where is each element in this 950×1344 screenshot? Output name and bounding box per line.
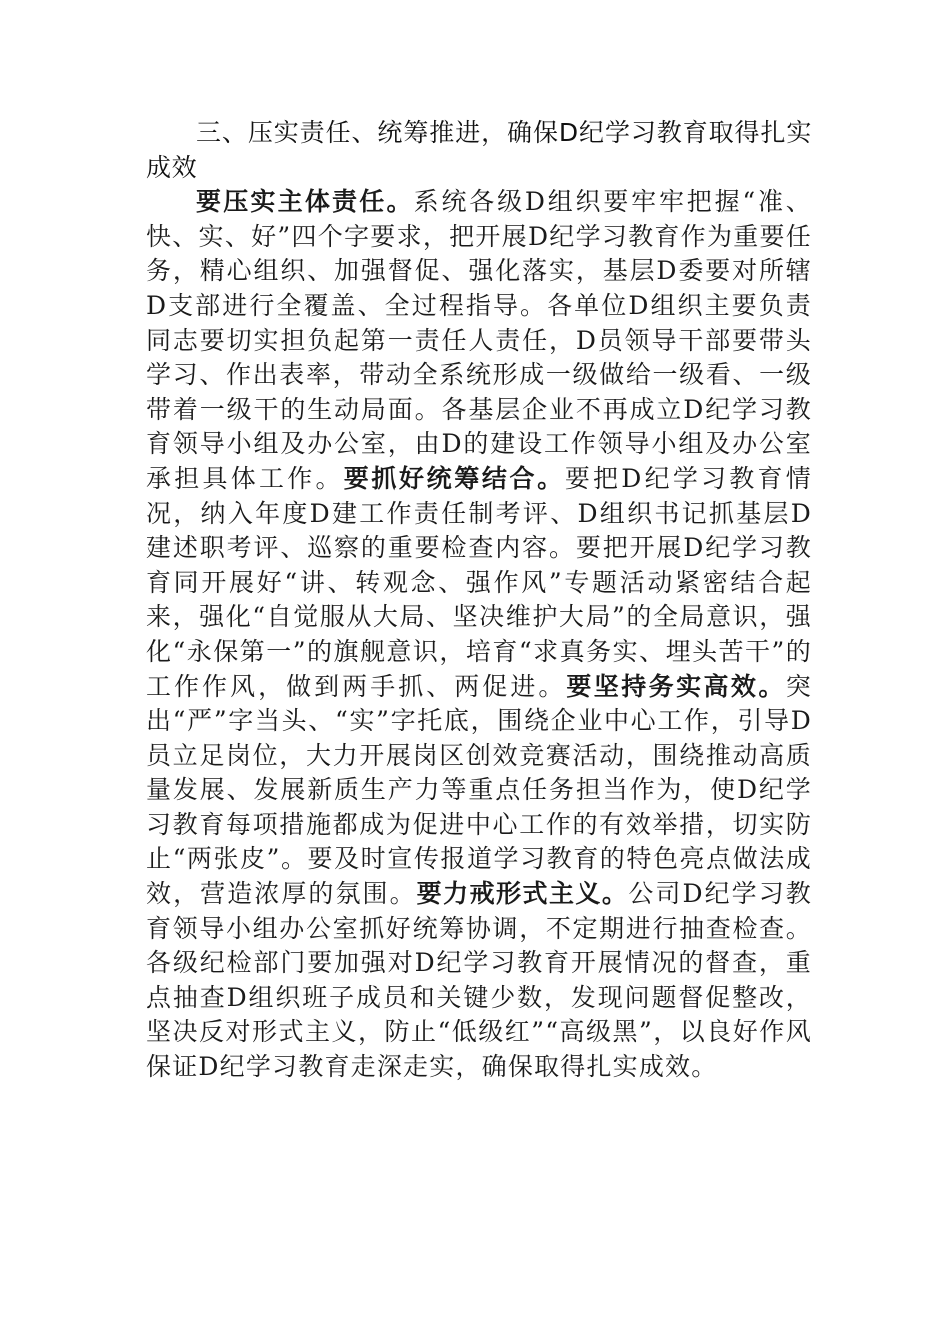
lead-phrase-responsibility: 要压实主体责任。 [196, 187, 414, 217]
lead-phrase-formalism: 要力戒形式主义。 [416, 879, 629, 909]
paragraph-text-efficiency: 突出“严”字当头、“实”字托底，围绕企业中心工作，引导D员立足岗位，大力开展岗区创效竞赛活动，围绕推动高质量发展、发展新质生产力等重点任务担当作为，使D纪学习教育每项措施都成为促进中心工作的有效举措，切实防止“两张皮”。要及时宣传报道学习教育的特色亮点做法成效，营造浓厚的氛围。 [146, 671, 812, 909]
paragraph-text-responsibility: 系统各级D组织要牢牢把握“准、快、实、好”四个字要求，把开展D纪学习教育作为重要任务，精心组织、加强督促、强化落实，基层D委要对所辖D支部进行全覆盖、全过程指导。各单位D组织主要负责同志要切实担负起第一责任人责任，D员领导干部要带头学习、作出表率，带动全系统形成一级做给一级看、一级带着一级干的生动局面。各基层企业不再成立D纪学习教育领导小组及办公室，由D的建设工作领导小组及办公室承担具体工作。 [146, 187, 812, 493]
document-body [146, 116, 812, 1085]
paragraph-text-coordination: 要把D纪学习教育情况，纳入年度D建工作责任制考评、D组织书记抓基层D建述职考评、巡察的重要检查内容。要把开展D纪学习教育同开展好“讲、转观念、强作风”专题活动紧密结合起来，强化“自觉服从大局、坚决维护大局”的全局意识，强化“永保第一”的旗舰意识，培育“求真务实、埋头苦干”的工作作风，做到两手抓、两促进。 [146, 463, 812, 701]
lead-phrase-coordination: 要抓好统筹结合。 [343, 463, 565, 493]
section-heading: 三、压实责任、统筹推进，确保D纪学习教育取得扎实成效 [146, 118, 812, 182]
paragraph-text-formalism: 公司D纪学习教育领导小组办公室抓好统筹协调，不定期进行抽查检查。各级纪检部门要加强对D纪学习教育开展情况的督查，重点抽查D组织班子成员和关键少数，发现问题督促整改，坚决反对形式主义，防止“低级红”“高级黑”，以良好作风保证D纪学习教育走深走实，确保取得扎实成效。 [146, 879, 812, 1082]
lead-phrase-efficiency: 要坚持务实高效。 [566, 671, 786, 701]
body-paragraph [146, 185, 812, 1084]
